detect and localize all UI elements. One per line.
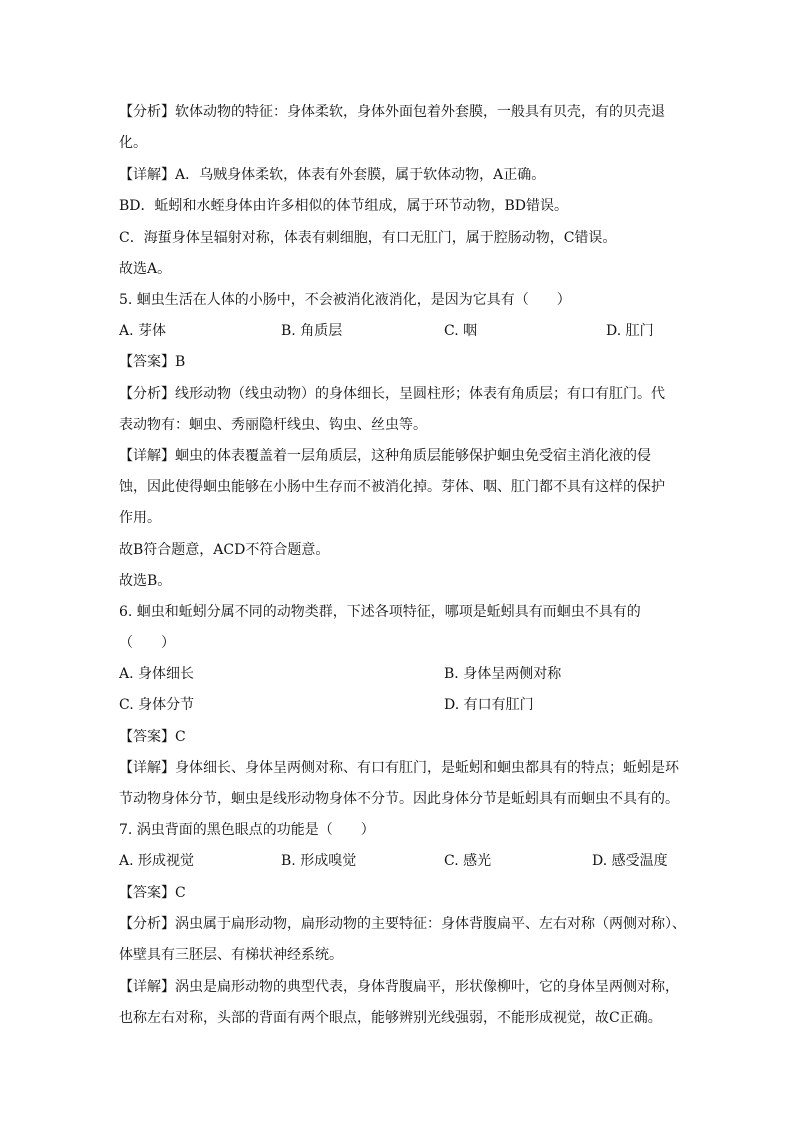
answer-line: 【答案】C [119, 885, 186, 901]
explanation-line: C．海蜇身体呈辐射对称，体表有刺细胞，有口无肛门，属于腔肠动物，C错误。 [119, 230, 617, 246]
option-b: B. 身体呈两侧对称 [444, 666, 562, 682]
question-7: 7. 涡虫背面的黑色眼点的功能是（ ） [119, 822, 375, 838]
conclusion-line: 故选B。 [119, 573, 172, 589]
explanation-line-cont: 蚀，因此使得蛔虫能够在小肠中生存而不被消化掉。芽体、咽、肛门都不具有这样的保护 [119, 479, 665, 495]
option-d: D. 肛门 [606, 323, 654, 339]
question-6: 6. 蛔虫和蚯蚓分属不同的动物类群，下述各项特征，哪项是蚯蚓具有而蛔虫不具有的 [119, 604, 641, 620]
explanation-line: 【详解】涡虫是扁形动物的典型代表，身体背腹扁平，形状像柳叶，它的身体呈两侧对称， [119, 979, 679, 995]
option-a: A. 芽体 [119, 323, 167, 339]
analysis-line: 【分析】涡虫属于扁形动物，扁形动物的主要特征：身体背腹扁平、左右对称（两侧对称）、 [119, 916, 686, 932]
option-a: A. 身体细长 [119, 666, 195, 682]
option-c: C. 身体分节 [119, 697, 195, 713]
analysis-line-cont: 化。 [119, 135, 147, 151]
answer-line: 【答案】B [119, 354, 186, 370]
option-b: B. 角质层 [281, 323, 343, 339]
question-6-paren: （ ） [119, 635, 175, 651]
option-a: A. 形成视觉 [119, 853, 195, 869]
answer-line: 【答案】C [119, 729, 186, 745]
analysis-line-cont: 表动物有：蛔虫、秀丽隐杆线虫、钩虫、丝虫等。 [119, 417, 427, 433]
explanation-line: 【详解】身体细长、身体呈两侧对称、有口有肛门，是蚯蚓和蛔虫都具有的特点；蚯蚓是环 [119, 760, 679, 776]
question-6-options-row1 [119, 663, 754, 685]
analysis-line: 【分析】线形动物（线虫动物）的身体细长，呈圆柱形；体表有角质层；有口有肛门。代 [119, 386, 665, 402]
analysis-line-cont: 体壁具有三胚层、有梯状神经系统。 [119, 947, 343, 963]
explanation-line-cont: 作用。 [119, 510, 161, 526]
conclusion-line: 故选A。 [119, 261, 172, 277]
option-c: C. 咽 [444, 323, 478, 339]
explanation-line: 【详解】蛔虫的体表覆盖着一层角质层，这种角质层能够保护蛔虫免受宿主消化液的侵 [119, 448, 651, 464]
analysis-line: 【分析】软体动物的特征：身体柔软，身体外面包着外套膜，一般具有贝壳，有的贝壳退 [119, 104, 665, 120]
question-6-options-row2 [119, 694, 754, 716]
question-5-options [119, 320, 754, 342]
explanation-line: BD．蚯蚓和水蛭身体由许多相似的体节组成，属于环节动物，BD错误。 [119, 198, 569, 214]
explanation-line-cont: 也称左右对称，头部的背面有两个眼点，能够辨别光线强弱，不能形成视觉，故C正确。 [119, 1010, 662, 1026]
option-d: D. 感受温度 [592, 853, 668, 869]
question-5: 5. 蛔虫生活在人体的小肠中，不会被消化液消化，是因为它具有（ ） [119, 292, 571, 308]
explanation-line-cont: 节动物身体分节，蛔虫是线形动物身体不分节。因此身体分节是蚯蚓具有而蛔虫不具有的。 [119, 791, 679, 807]
option-b: B. 形成嗅觉 [281, 853, 357, 869]
option-d: D. 有口有肛门 [444, 697, 534, 713]
explanation-line: 故B符合题意，ACD不符合题意。 [119, 542, 330, 558]
option-c: C. 感光 [444, 853, 492, 869]
explanation-line: 【详解】A．乌贼身体柔软，体表有外套膜，属于软体动物，A正确。 [119, 167, 546, 183]
question-7-options [119, 850, 754, 872]
